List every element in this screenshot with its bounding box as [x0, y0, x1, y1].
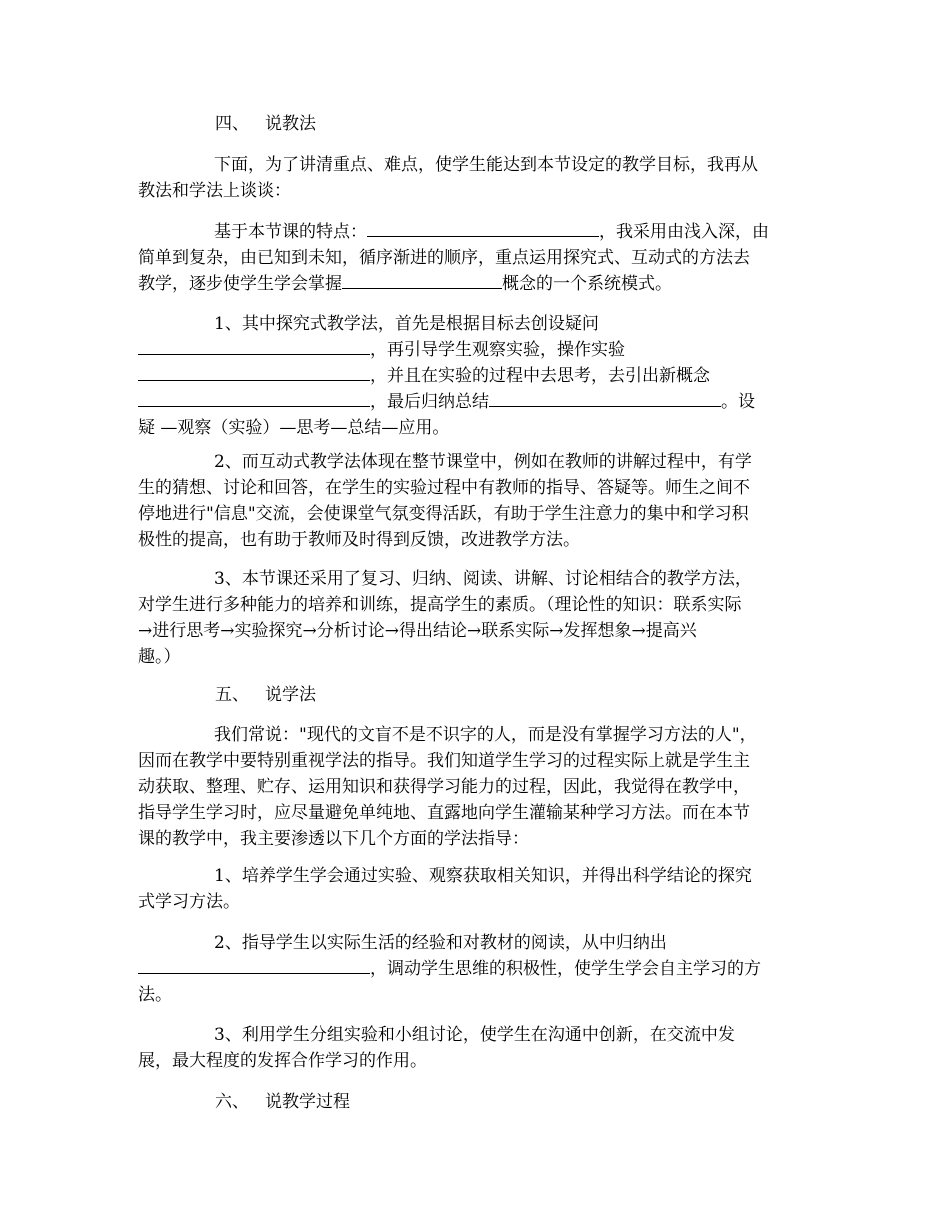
- section-heading-6: [215, 1089, 350, 1115]
- section-number: 四、: [215, 114, 249, 134]
- fill-blank: [138, 389, 370, 407]
- paragraph-learning-point-3: [138, 1022, 818, 1074]
- text-line: 法。: [138, 985, 172, 1005]
- text-line: 动获取、整理、贮存、运用知识和获得学习能力的过程，因此，我觉得在教学中，: [138, 777, 750, 797]
- text-segment: ，并且在实验的过程中去思考，去引出新概念: [370, 366, 710, 386]
- text-line: 对学生进行多种能力的培养和训练，提高学生的素质。（理论性的知识：联系实际: [138, 595, 742, 615]
- paragraph-learning-point-1: [138, 863, 818, 915]
- text-line: 生的猜想、讨论和回答，在学生的实验过程中有教师的指导、答疑等。师生之间不: [138, 478, 750, 498]
- text-line: 停地进行"信息"交流，会使课堂气氛变得活跃，有助于学生注意力的集中和学习积: [138, 504, 749, 524]
- fill-blank: [138, 956, 370, 974]
- section-number: 六、: [215, 1092, 249, 1112]
- paragraph-learning-method: [138, 722, 818, 852]
- section-heading-4: [215, 111, 316, 137]
- text-line: 疑 —观察（实验）—思考—总结—应用。: [138, 418, 450, 438]
- text-line: 式学习方法。: [138, 892, 240, 912]
- paragraph-interactive-method: [138, 449, 818, 553]
- text-segment: ，最后归纳总结: [370, 392, 489, 412]
- section-number: 五、: [215, 685, 249, 705]
- text-line: [138, 219, 818, 245]
- fill-blank: [138, 337, 370, 355]
- text-line: →进行思考→实验探究→分析讨论→得出结论→联系实际→发挥想象→提高兴: [138, 621, 697, 641]
- text-segment: ，调动学生思维的积极性，使学生学会自主学习的方: [370, 959, 761, 979]
- text-line: 2、指导学生以实际生活的经验和对教材的阅读，从中归纳出: [214, 933, 667, 953]
- paragraph-learning-point-2: [138, 930, 818, 1008]
- text-line: 趣。）: [138, 647, 181, 667]
- text-segment: 基于本节课的特点：: [214, 222, 367, 242]
- text-line: 极性的提高，也有助于教师及时得到反馈，改进教学方法。: [138, 530, 580, 550]
- section-heading-5: [215, 682, 316, 708]
- section-title: 说教法: [265, 114, 316, 134]
- text-line: 2、而互动式教学法体现在整节课堂中，例如在教师的讲解过程中，有学: [214, 452, 752, 472]
- paragraph-inquiry-method: [138, 311, 818, 441]
- text-line: [138, 271, 818, 297]
- fill-blank: [489, 389, 721, 407]
- fill-blank: [342, 271, 502, 289]
- text-line: 展，最大程度的发挥合作学习的作用。: [138, 1051, 427, 1071]
- text-line: [138, 389, 818, 415]
- text-line: 课的教学中，我主要渗透以下几个方面的学法指导：: [138, 829, 529, 849]
- text-line: 3、本节课还采用了复习、归纳、阅读、讲解、讨论相结合的教学方法，: [214, 569, 752, 589]
- text-line: 指导学生学习时，应尽量避免单纯地、直露地向学生灌输某种学习方法。而在本节: [138, 803, 750, 823]
- paragraph-features: [138, 219, 818, 297]
- text-line: [138, 363, 818, 389]
- text-segment: 教学，逐步使学生学会掌握: [138, 274, 342, 294]
- section-title: 说教学过程: [265, 1092, 350, 1112]
- paragraph-intro: [138, 152, 818, 204]
- text-line: 教法和学法上谈谈：: [138, 181, 291, 201]
- paragraph-combined-method: [138, 566, 818, 670]
- text-line: [138, 956, 818, 982]
- fill-blank: [138, 363, 370, 381]
- text-line: [138, 337, 818, 363]
- text-segment: 。设: [721, 392, 755, 412]
- text-segment: ，再引导学生观察实验，操作实验: [370, 340, 625, 360]
- text-line: 我们常说："现代的文盲不是不识字的人，而是没有掌握学习方法的人"，: [214, 725, 757, 745]
- fill-blank: [367, 219, 599, 237]
- text-line: 3、利用学生分组实验和小组讨论，使学生在沟通中创新，在交流中发: [214, 1025, 735, 1045]
- text-line: 下面，为了讲清重点、难点，使学生能达到本节设定的教学目标，我再从: [214, 155, 758, 175]
- text-line: 简单到复杂，由已知到未知，循序渐进的顺序，重点运用探究式、互动式的方法去: [138, 248, 750, 268]
- text-line: 1、培养学生学会通过实验、观察获取相关知识，并得出科学结论的探究: [214, 866, 752, 886]
- text-line: 1、其中探究式教学法，首先是根据目标去创设疑问: [214, 314, 599, 334]
- section-title: 说学法: [265, 685, 316, 705]
- text-line: 因而在教学中要特别重视学法的指导。我们知道学生学习的过程实际上就是学生主: [138, 751, 750, 771]
- text-segment: ，我采用由浅入深，由: [599, 222, 769, 242]
- text-segment: 概念的一个系统模式。: [502, 274, 672, 294]
